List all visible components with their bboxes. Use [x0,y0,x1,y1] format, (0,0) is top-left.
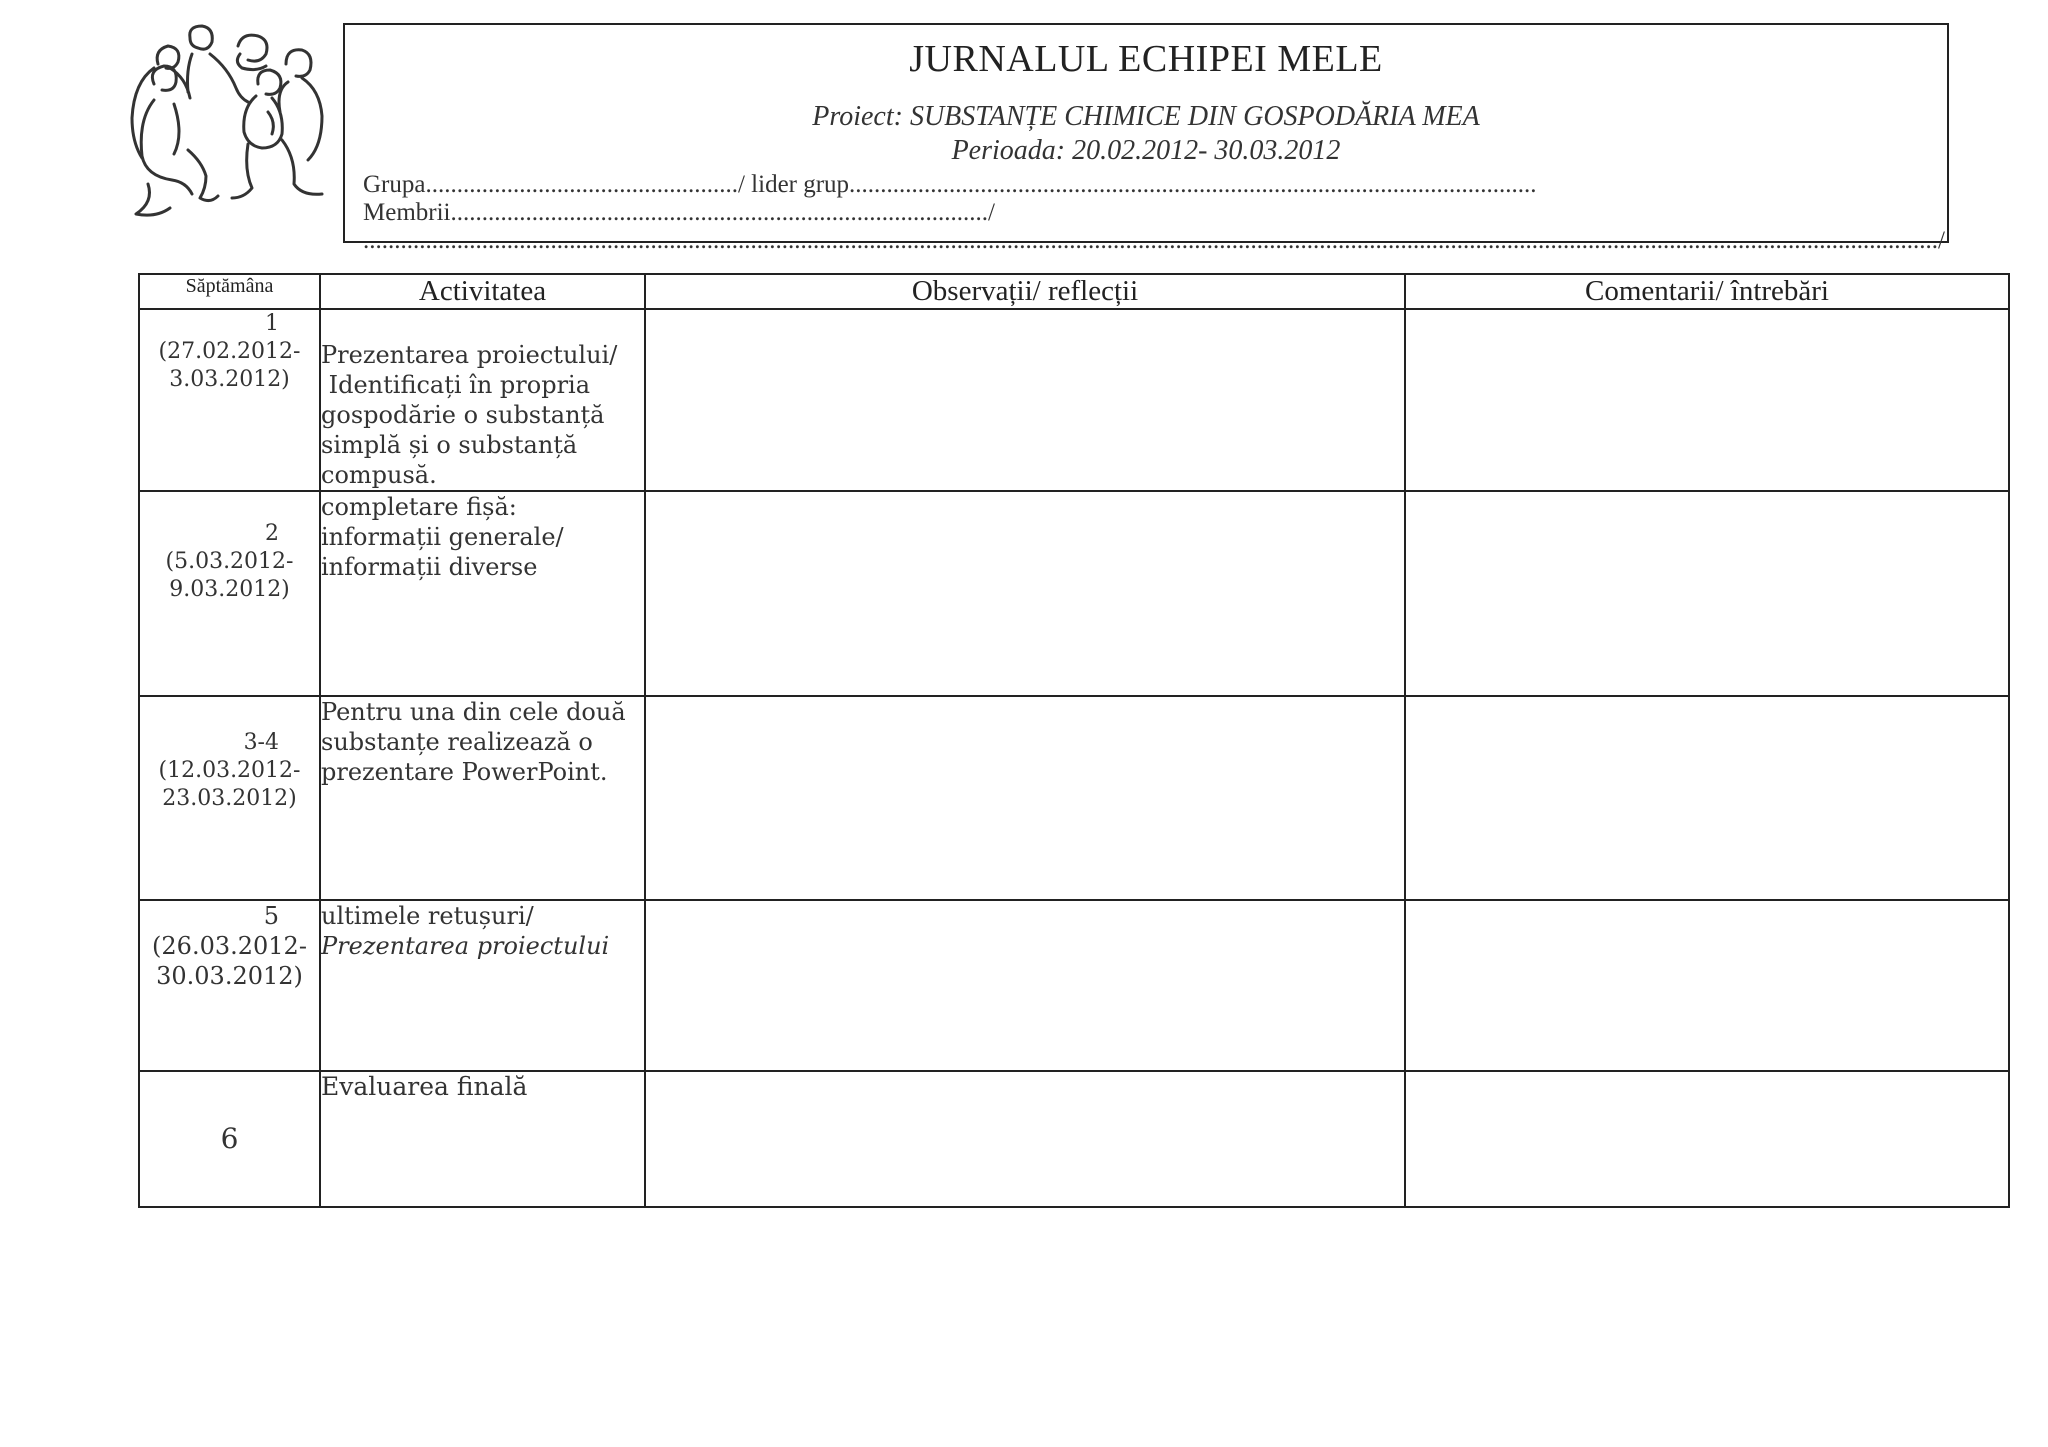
observations-cell[interactable] [645,1071,1405,1207]
observations-cell[interactable] [645,696,1405,900]
week-date-end: 9.03.2012) [169,577,290,603]
column-header-observations: Observații/ reflecții [645,274,1405,309]
activity-line: Identificați în propria [321,371,591,399]
week-date-end: 23.03.2012) [162,785,297,811]
activity-line: ultimele retușuri/ [321,902,534,931]
week-number: 6 [220,1121,239,1155]
table-row [139,491,2009,695]
journal-table [138,273,2010,1208]
comments-cell[interactable] [1405,900,2009,1070]
week-date-end: 30.03.2012) [156,962,303,991]
project-name: Proiect: SUBSTANȚE CHIMICE DIN GOSPODĂRIA MEA [812,101,1480,132]
comments-cell[interactable] [1405,696,2009,900]
week-cell [139,1071,320,1207]
observations-cell[interactable] [645,491,1405,695]
week-cell [139,491,320,695]
members-line: Membrii....................................................................................../ [363,199,995,226]
activity-line: gospodărie o substanță [321,401,605,429]
week-number: 5 [263,902,279,931]
activity-line: Prezentarea proiectului [321,932,610,961]
table-row [139,696,2009,900]
week-cell [139,900,320,1070]
activity-line: Prezentarea proiectului/ [321,341,618,369]
week-cell [139,309,320,491]
column-header-comments: Comentarii/ întrebări [1405,274,2009,309]
table-row [139,309,2009,491]
comments-cell[interactable] [1405,491,2009,695]
activity-cell [320,309,645,491]
table-row [139,1071,2009,1207]
week-date-start: (27.02.2012- [158,339,301,364]
activity-cell [320,1071,645,1207]
activity-cell [320,696,645,900]
team-people-sketch-icon [118,24,340,220]
activity-line: prezentare PowerPoint. [321,757,608,786]
header-box [343,23,1949,254]
activity-line: completare fișă: [321,493,517,522]
week-number: 1 [265,311,279,336]
week-cell [139,696,320,900]
observations-cell[interactable] [645,900,1405,1070]
activity-line: substanțe realizează o [321,727,593,756]
members-continuation-line: ............................................................................................................................................................................................................................................................/ [363,227,1945,254]
journal-title: JURNALUL ECHIPEI MELE [909,38,1383,80]
table-row [139,900,2009,1070]
week-date-start: (5.03.2012- [165,549,294,575]
observations-cell[interactable] [645,309,1405,491]
week-date-start: (12.03.2012- [158,757,301,783]
comments-cell[interactable] [1405,309,2009,491]
column-header-activity: Activitatea [320,274,645,309]
week-date-start: (26.03.2012- [152,932,307,961]
activity-line: Pentru una din cele două [321,697,626,726]
week-number: 3-4 [243,729,279,755]
activity-cell [320,491,645,695]
comments-cell[interactable] [1405,1071,2009,1207]
week-number: 2 [265,521,279,547]
week-date-end: 3.03.2012) [169,367,290,392]
group-leader-line: Grupa................................................../ lider grup.............................................................................................................. [363,171,1537,198]
activity-line: informații diverse [321,553,538,582]
column-header-week: Săptămâna [139,274,320,309]
activity-line: simplă și o substanță [321,431,578,459]
activity-line: informații generale/ [321,523,564,552]
project-period: Perioada: 20.02.2012- 30.03.2012 [951,135,1341,166]
activity-line: compusă. [321,461,437,489]
activity-line: Evaluarea finală [321,1071,528,1101]
activity-cell [320,900,645,1070]
